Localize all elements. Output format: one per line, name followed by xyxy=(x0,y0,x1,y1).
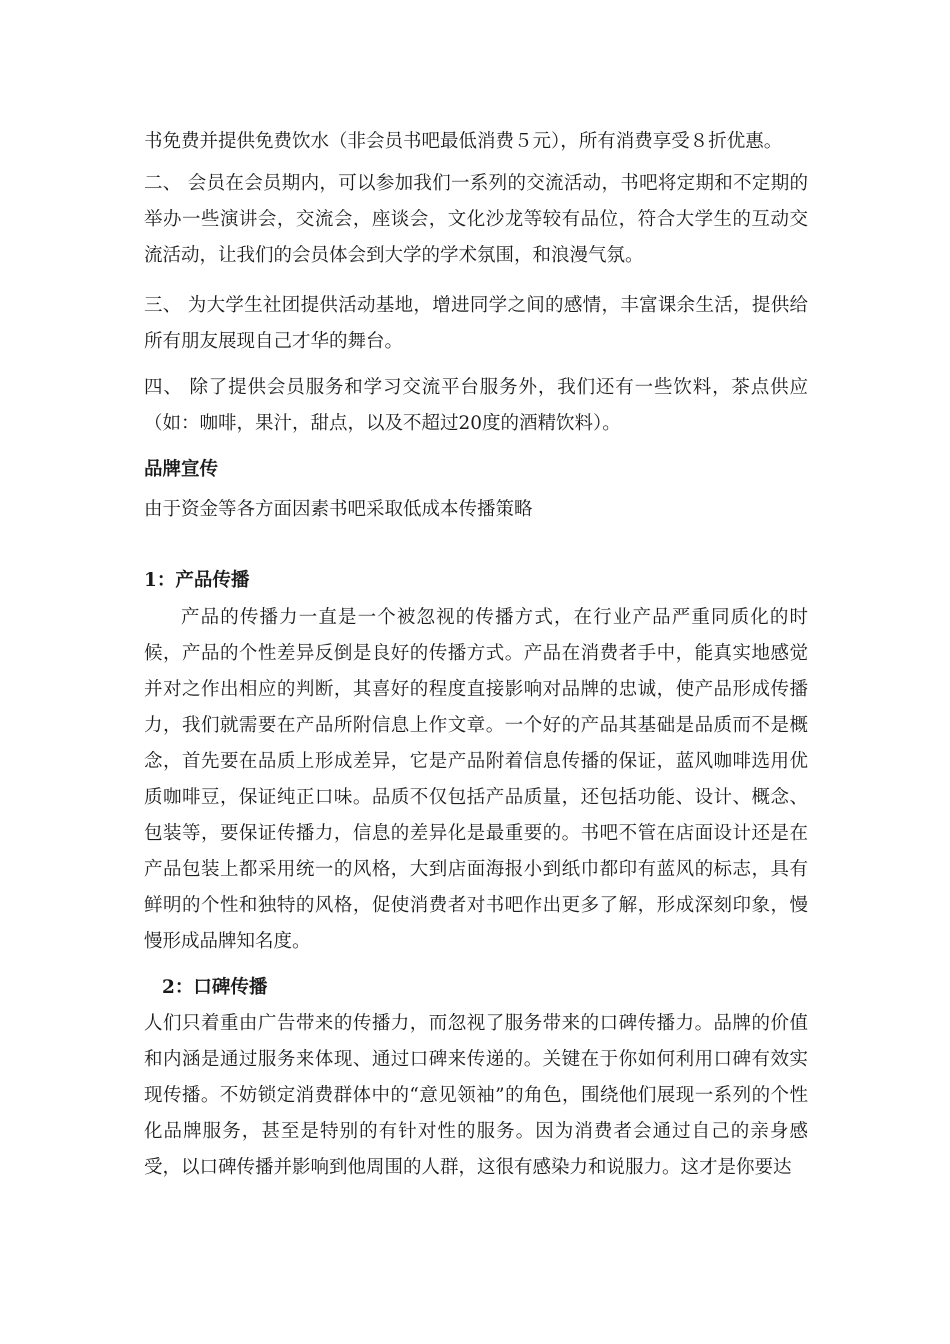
section-1-title: 1：产品传播 xyxy=(144,570,250,591)
list-item-2: 二、 会员在会员期内，可以参加我们一系列的交流活动，书吧将定期和不定期的举办一些演讲会，交流会，座谈会，文化沙龙等较有品位，符合大学生的互动交流活动，让我们的会员体会到大学的学术氛围，和浪漫气氛。 xyxy=(144,173,808,266)
continuation-paragraph: 书免费并提供免费饮水（非会员书吧最低消费５元），所有消费享受８折优惠。 xyxy=(144,131,783,152)
brand-intro: 由于资金等各方面因素书吧采取低成本传播策略 xyxy=(144,499,533,520)
brand-heading: 品牌宣传 xyxy=(144,459,219,480)
section-1-body: 产品的传播力一直是一个被忽视的传播方式，在行业产品严重同质化的时候，产品的个性差异反倒是良好的传播方式。产品在消费者手中，能真实地感觉并对之作出相应的判断，其喜好的程度直接影响对品牌的忠诚，使产品形成传播力，我们就需要在产品所附信息上作文章。一个好的产品其基础是品质而不是概念，首先要在品质上形成差异，它是产品附着信息传播的保证，蓝风咖啡选用优质咖啡豆，保证纯正口味。品质不仅包括产品质量，还包括功能、设计、概念、包装等，要保证传播力，信息的差异化是最重要的。书吧不管在店面设计还是在产品包装上都采用统一的风格，大到店面海报小到纸巾都印有蓝风的标志，具有鲜明的个性和独特的风格，促使消费者对书吧作出更多了解，形成深刻印象，慢慢形成品牌知名度。 xyxy=(144,607,808,952)
section-2-body: 人们只着重由广告带来的传播力，而忽视了服务带来的口碑传播力。品牌的价值和内涵是通过服务来体现、通过口碑来传递的。关键在于你如何利用口碑有效实现传播。不妨锁定消费群体中的“意见领袖”的角色，围绕他们展现一系列的个性化品牌服务，甚至是特别的有针对性的服务。因为消费者会通过自己的亲身感受，以口碑传播并影响到他周围的人群，这很有感染力和说服力。这才是你要达 xyxy=(144,1013,808,1178)
list-item-3: 三、 为大学生社团提供活动基地，增进同学之间的感情，丰富课余生活，提供给所有朋友展现自己才华的舞台。 xyxy=(144,295,808,352)
section-2-title: 2：口碑传播 xyxy=(162,977,268,998)
list-item-4: 四、 除了提供会员服务和学习交流平台服务外，我们还有一些饮料，茶点供应（如：咖啡，果汁，甜点，以及不超过20度的酒精饮料）。 xyxy=(144,377,808,434)
